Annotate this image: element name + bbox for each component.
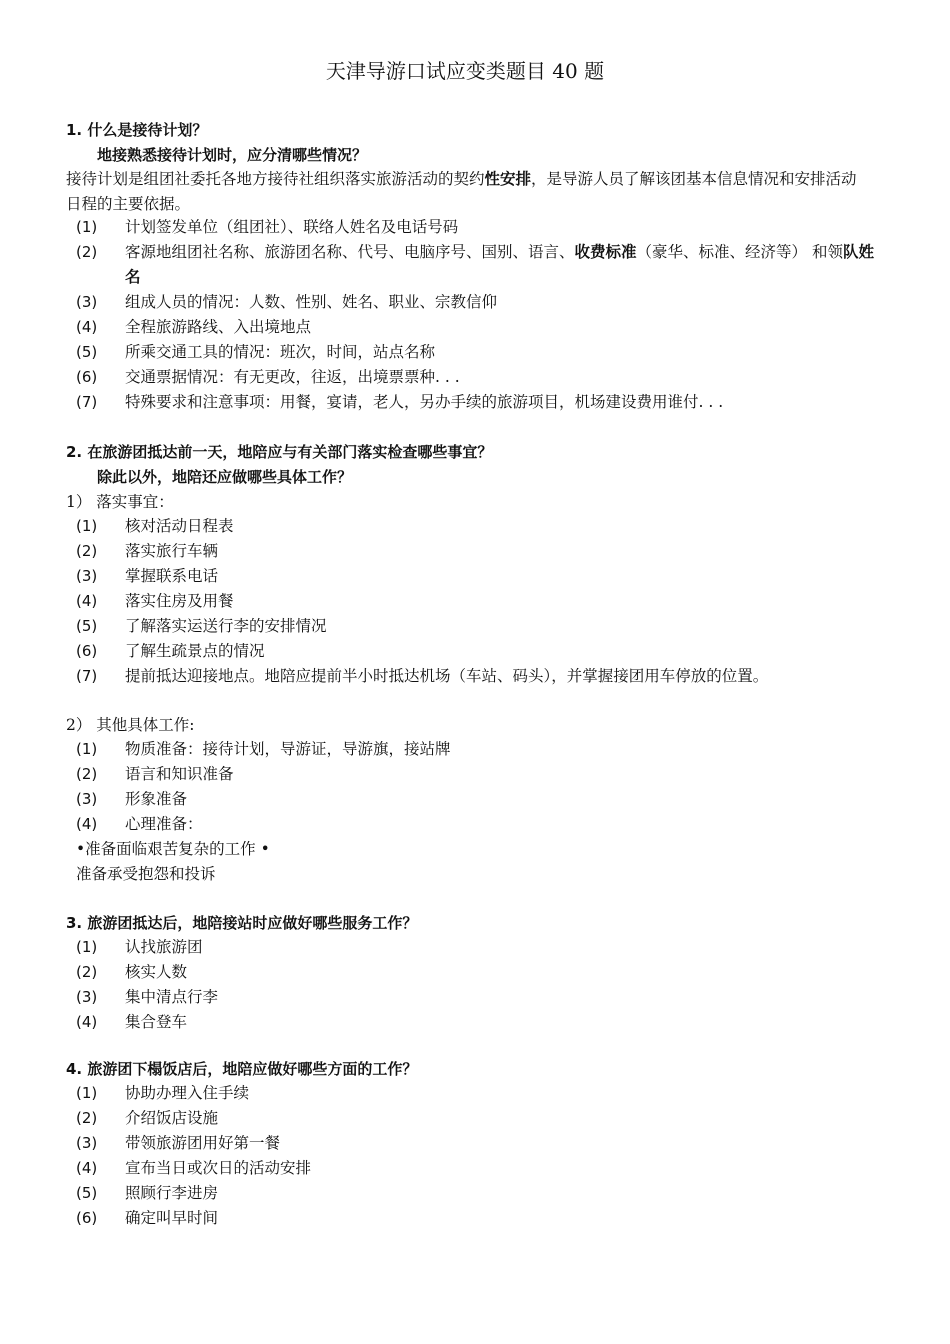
intro-text-continued: ，是导游人员了解该团基本信息情况和安排活动日程的主要依据。 (66, 170, 857, 213)
item-number: (7) (76, 667, 98, 685)
list-item (76, 737, 876, 762)
list-item (76, 935, 876, 960)
item-number: (6) (76, 1209, 98, 1227)
list-item (76, 539, 876, 564)
item-number: (1) (76, 1084, 98, 1102)
list-item (76, 390, 876, 415)
item-text: 集中清点行李 (125, 988, 219, 1006)
item-text: 物质准备：接待计划，导游证，导游旗，接站牌 (125, 740, 451, 758)
item-number: (5) (76, 617, 98, 635)
question-1-intro (66, 167, 866, 217)
item-text: 组成人员的情况：人数、性别、姓名、职业、宗教信仰 (125, 293, 498, 311)
list-item (76, 340, 876, 365)
item-number: (2) (76, 542, 98, 560)
item-text: 核实人数 (125, 963, 188, 981)
item-number: (1) (76, 517, 98, 535)
question-2-heading (66, 442, 492, 462)
item-number: (1) (76, 938, 98, 956)
bullet-line: 准备承受抱怨和投诉 (76, 865, 216, 883)
question-3-heading (66, 913, 417, 933)
item-number: (5) (76, 1184, 98, 1202)
item-text: 心理准备： (125, 815, 203, 833)
list-item (76, 960, 876, 985)
item-number: (5) (76, 343, 98, 361)
item-number: (3) (76, 567, 98, 585)
item-text: 照顾行李进房 (125, 1184, 219, 1202)
document-title: 天津导游口试应变类题目 40 题 (325, 59, 605, 83)
item-text: 确定叫早时间 (125, 1209, 219, 1227)
item-text: 计划签发单位（组团社）、联络人姓名及电话号码 (125, 218, 459, 236)
list-item (76, 240, 876, 290)
list-item (76, 812, 876, 837)
list-item (76, 1081, 876, 1106)
list-item (76, 589, 876, 614)
question-4-heading (66, 1059, 417, 1079)
item-text-part: （豪华、标准、经济等） 和领 (636, 243, 843, 261)
item-text: 提前抵达迎接地点。地陪应提前半小时抵达机场（车站、码头），并掌握接团用车停放的位置。 (125, 667, 769, 685)
list-item (76, 564, 876, 589)
item-text: 介绍饭店设施 (125, 1109, 219, 1127)
question-text: 旅游团下榻饭店后，地陪应做好哪些方面的工作？ (87, 1060, 418, 1078)
list-item (76, 639, 876, 664)
list-item (76, 315, 876, 340)
list-item (76, 1181, 876, 1206)
item-number: (3) (76, 1134, 98, 1152)
item-number: (2) (76, 1109, 98, 1127)
item-text: 形象准备 (125, 790, 188, 808)
item-text: 协助办理入住手续 (125, 1084, 250, 1102)
question-text: 什么是接待计划？ (87, 121, 208, 139)
item-text: 落实住房及用餐 (125, 592, 234, 610)
item-text: 落实旅行车辆 (125, 542, 219, 560)
list-item (76, 514, 876, 539)
list-item (76, 215, 876, 240)
item-number: (4) (76, 815, 98, 833)
question-number: 4. (66, 1060, 83, 1078)
list-item (76, 1010, 876, 1035)
item-text: 掌握联系电话 (125, 567, 219, 585)
intro-bold-text: 性安排 (484, 170, 532, 188)
list-item (76, 1106, 876, 1131)
item-text: 特殊要求和注意事项：用餐，宴请，老人，另办手续的旅游项目，机场建设费用谁付. . . (125, 393, 724, 411)
section-label: 1） 落实事宜： (66, 493, 174, 511)
item-text-part: 客源地组团社名称、旅游团名称、代号、电脑序号、国别、语言、 (125, 243, 575, 261)
item-text: 所乘交通工具的情况：班次，时间，站点名称 (125, 343, 436, 361)
item-text: 认找旅游团 (125, 938, 203, 956)
item-text (125, 240, 876, 290)
list-item (76, 1206, 876, 1231)
item-bold-text: 收费标准 (574, 243, 637, 261)
item-number: (4) (76, 318, 98, 336)
item-text: 语言和知识准备 (125, 765, 234, 783)
item-number: (4) (76, 592, 98, 610)
list-item (76, 1156, 876, 1181)
list-item (76, 365, 876, 390)
item-number: (2) (76, 963, 98, 981)
item-number: (1) (76, 740, 98, 758)
item-number: (4) (76, 1159, 98, 1177)
list-item (76, 787, 876, 812)
item-number: (7) (76, 393, 98, 411)
item-text: 交通票据情况：有无更改，往返，出境票票种. . . (125, 368, 460, 386)
question-text: 在旅游团抵达前一天，地陪应与有关部门落实检查哪些事宜？ (87, 443, 493, 461)
item-text: 核对活动日程表 (125, 517, 234, 535)
item-number: (3) (76, 988, 98, 1006)
item-number: (4) (76, 1013, 98, 1031)
item-number: (6) (76, 368, 98, 386)
bullet-line: •准备面临艰苦复杂的工作 • (76, 840, 270, 858)
item-text: 了解落实运送行李的安排情况 (125, 617, 327, 635)
item-bold-text: 队姓名 (125, 243, 874, 286)
item-number: (3) (76, 293, 98, 311)
question-number: 2. (66, 443, 83, 461)
intro-text: 接待计划是组团社委托各地方接待社组织落实旅游活动的契约 (66, 170, 485, 188)
item-text: 宣布当日或次日的活动安排 (125, 1159, 312, 1177)
item-number: (1) (76, 218, 98, 236)
list-item (76, 290, 876, 315)
list-item (76, 614, 876, 639)
question-2-subheading: 除此以外，地陪还应做哪些具体工作？ (97, 468, 353, 486)
list-item (76, 762, 876, 787)
item-text: 集合登车 (125, 1013, 188, 1031)
item-text: 全程旅游路线、入出境地点 (125, 318, 312, 336)
question-1-heading (66, 120, 207, 140)
list-item (76, 985, 876, 1010)
item-number: (2) (76, 243, 98, 261)
list-item (76, 664, 876, 689)
question-text: 旅游团抵达后，地陪接站时应做好哪些服务工作？ (87, 914, 418, 932)
item-text: 带领旅游团用好第一餐 (125, 1134, 281, 1152)
section-label: 2） 其他具体工作: (66, 716, 195, 734)
item-number: (3) (76, 790, 98, 808)
question-number: 1. (66, 121, 83, 139)
list-item (76, 1131, 876, 1156)
question-1-subheading: 地接熟悉接待计划时，应分清哪些情况？ (97, 146, 368, 164)
item-number: (2) (76, 765, 98, 783)
item-number: (6) (76, 642, 98, 660)
question-number: 3. (66, 914, 83, 932)
item-text: 了解生疏景点的情况 (125, 642, 265, 660)
